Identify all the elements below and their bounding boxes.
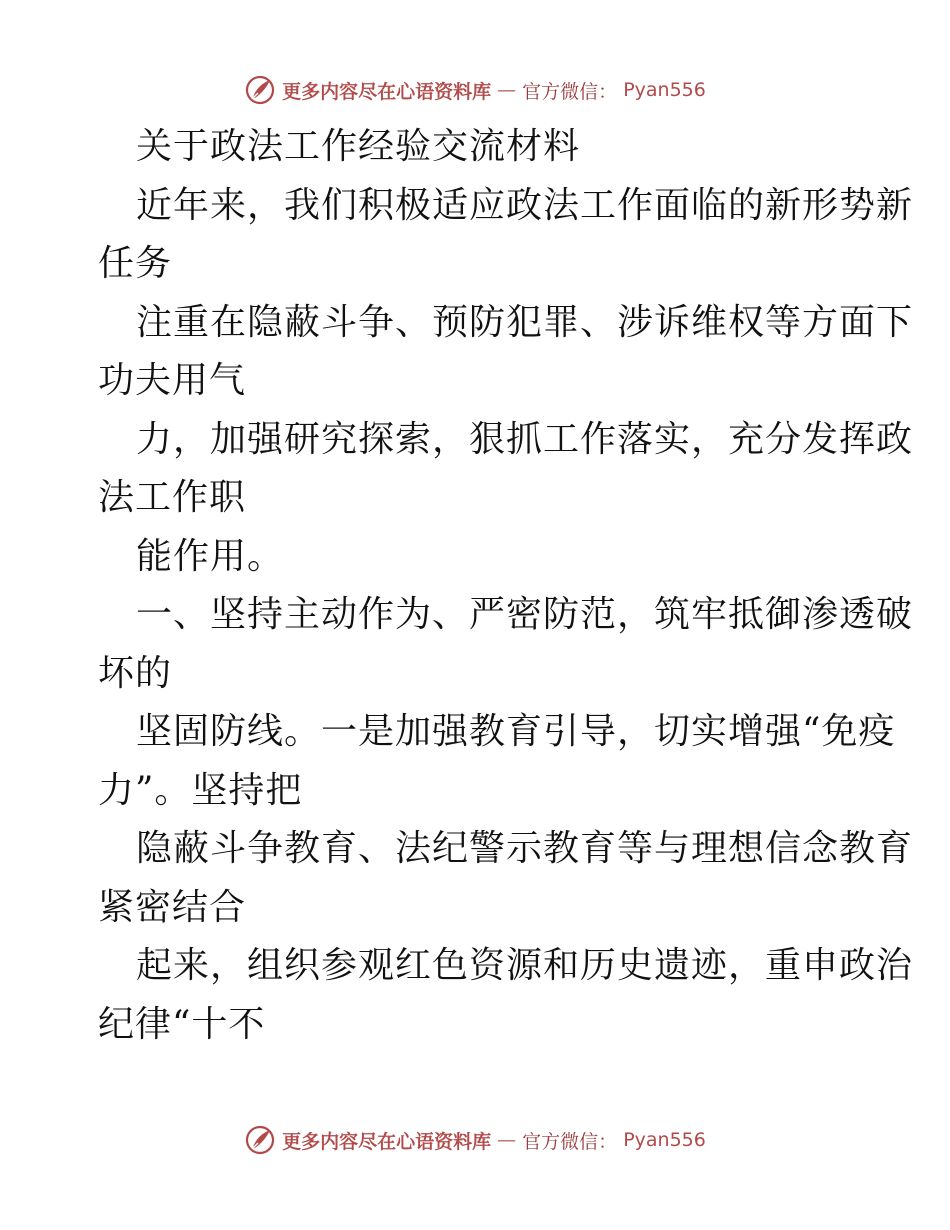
footer-watermark — [0, 1120, 950, 1160]
section-heading-line: 一、坚持主动作为、严密防范，筑牢抵御渗透破 — [136, 594, 914, 635]
text-line: 隐蔽斗争教育、法纪警示教育等与理想信念教育 — [136, 828, 914, 869]
text-line: 纪律“十不 — [98, 1003, 266, 1045]
quill-logo-icon — [244, 1124, 276, 1156]
header-watermark — [0, 70, 950, 110]
text-line: 坏的 — [98, 652, 173, 694]
text-line: 法工作职 — [98, 477, 247, 518]
text-line: 能作用。 — [136, 535, 285, 577]
text-line: 注重在隐蔽斗争、预防犯罪、涉诉维权等方面下 — [136, 301, 914, 343]
text-line: 起来，组织参观红色资源和历史遗迹，重申政治 — [136, 945, 914, 986]
watermark-contact-id: Pyan556 — [623, 1129, 706, 1151]
text-line: 近年来，我们积极适应政法工作面临的新形势新 — [136, 184, 914, 226]
watermark-contact-id: Pyan556 — [623, 79, 706, 101]
watermark-text: 更多内容尽在心语资料库 — [282, 1130, 492, 1153]
watermark-separator: — — [497, 79, 517, 101]
text-line: 坚固防线。一是加强教育引导，切实增强“免疫 — [136, 711, 896, 752]
watermark-contact-label: 官方微信： — [522, 80, 618, 103]
text-line: 力，加强研究探索，狠抓工作落实，充分发挥政 — [136, 418, 914, 460]
text-line: 紧密结合 — [98, 886, 247, 928]
document-title: 关于政法工作经验交流材料 — [136, 126, 581, 167]
watermark-separator: — — [497, 1129, 517, 1151]
watermark-contact-label: 官方微信： — [522, 1130, 618, 1153]
document-body — [98, 118, 914, 1054]
watermark-text: 更多内容尽在心语资料库 — [282, 80, 492, 103]
text-line: 功夫用气 — [98, 360, 247, 401]
quill-logo-icon — [244, 74, 276, 106]
text-line: 任务 — [98, 243, 173, 284]
text-line: 力”。坚持把 — [98, 769, 303, 811]
